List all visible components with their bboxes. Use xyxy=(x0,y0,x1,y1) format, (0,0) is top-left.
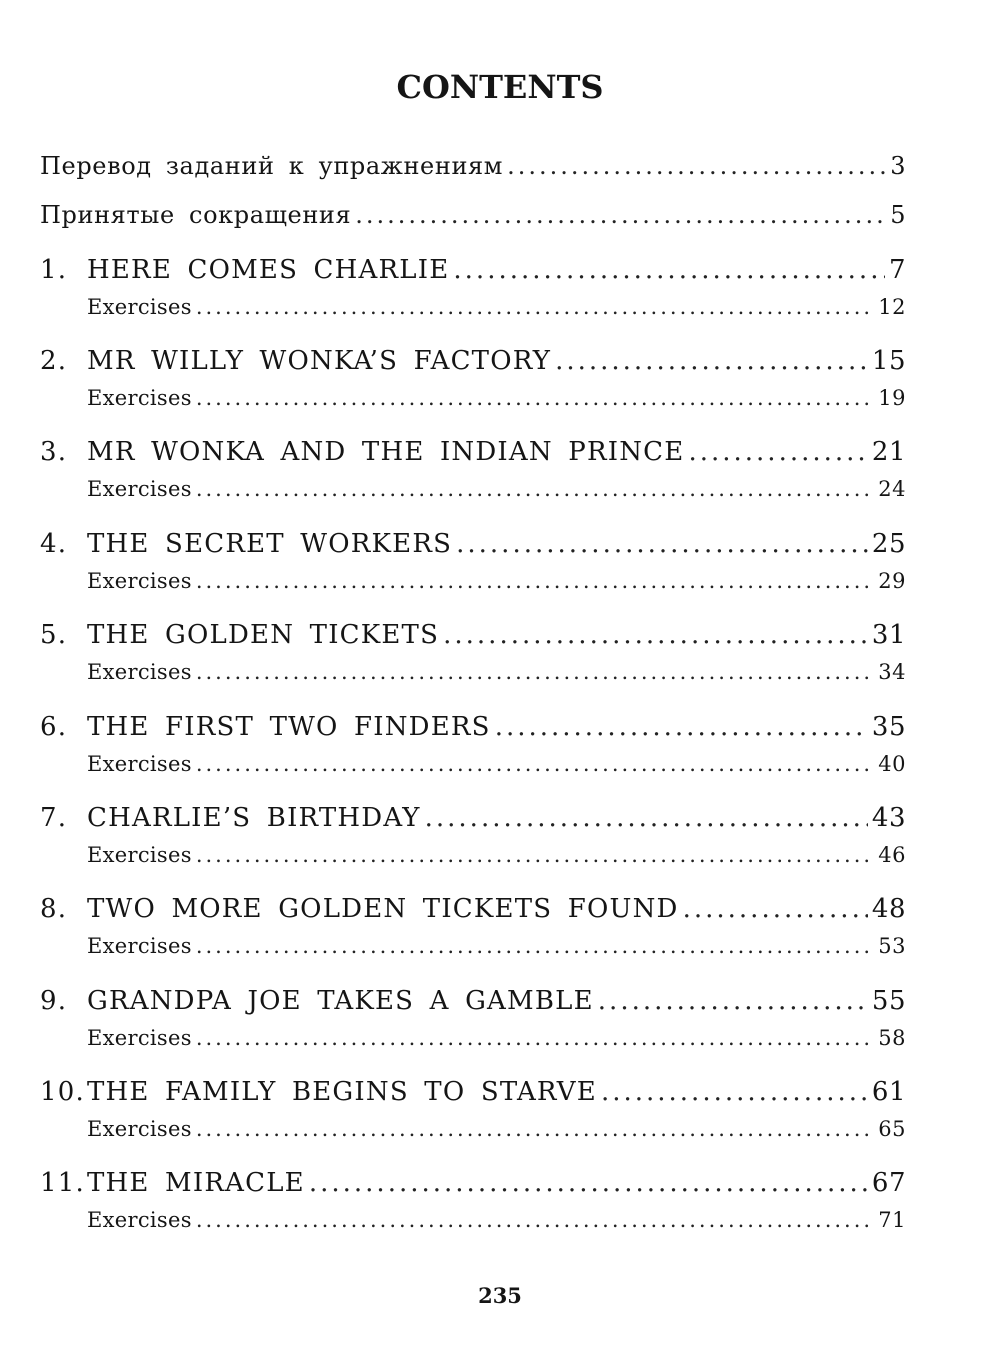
dot-leader xyxy=(196,752,874,776)
exercises-label: Exercises xyxy=(87,1026,192,1050)
exercises-page: 71 xyxy=(878,1208,906,1232)
chapter-page: 67 xyxy=(871,1168,906,1198)
toc-entry-chapter-9[interactable] xyxy=(40,986,906,1016)
toc-entry-exercises-3[interactable] xyxy=(40,477,906,501)
chapter-number: 4. xyxy=(40,529,68,559)
chapter-title: HERE COMES CHARLIE xyxy=(87,255,450,285)
toc-entry-abbreviations[interactable] xyxy=(40,201,906,229)
exercises-label: Exercises xyxy=(87,477,192,501)
toc-entry-exercises-8[interactable] xyxy=(40,934,906,958)
chapter-title: TWO MORE GOLDEN TICKETS FOUND xyxy=(87,894,679,924)
chapter-number: 10. xyxy=(40,1077,85,1107)
chapter-number: 1. xyxy=(40,255,68,285)
entry-label: Принятые сокращения xyxy=(40,201,352,229)
dot-leader xyxy=(507,152,886,180)
dot-leader xyxy=(425,803,868,833)
exercises-label: Exercises xyxy=(87,295,192,319)
exercises-label: Exercises xyxy=(87,843,192,867)
chapter-page: 7 xyxy=(888,255,906,285)
toc-entry-chapter-7[interactable] xyxy=(40,803,906,833)
exercises-page: 46 xyxy=(878,843,906,867)
chapter-number: 9. xyxy=(40,986,68,1016)
toc-entry-chapter-1[interactable] xyxy=(40,255,906,285)
exercises-page: 12 xyxy=(878,295,906,319)
chapter-page: 48 xyxy=(871,894,906,924)
chapter-title: THE FAMILY BEGINS TO STARVE xyxy=(87,1077,597,1107)
exercises-label: Exercises xyxy=(87,569,192,593)
dot-leader xyxy=(196,660,874,684)
exercises-label: Exercises xyxy=(87,934,192,958)
exercises-page: 19 xyxy=(878,386,906,410)
dot-leader xyxy=(196,1208,874,1232)
chapter-title: CHARLIE’S BIRTHDAY xyxy=(87,803,421,833)
toc-entry-exercises-9[interactable] xyxy=(40,1026,906,1050)
dot-leader xyxy=(196,477,874,501)
toc-entry-chapter-10[interactable] xyxy=(40,1077,906,1107)
dot-leader xyxy=(601,1077,868,1107)
dot-leader xyxy=(683,894,868,924)
toc-entry-chapter-2[interactable] xyxy=(40,346,906,376)
exercises-label: Exercises xyxy=(87,752,192,776)
exercises-label: Exercises xyxy=(87,660,192,684)
page-title: CONTENTS xyxy=(396,68,604,106)
toc-entry-exercises-1[interactable] xyxy=(40,295,906,319)
dot-leader xyxy=(456,529,868,559)
chapter-title: THE GOLDEN TICKETS xyxy=(87,620,440,650)
exercises-page: 34 xyxy=(878,660,906,684)
dot-leader xyxy=(688,437,867,467)
toc-entry-exercises-11[interactable] xyxy=(40,1208,906,1232)
chapter-title: MR WILLY WONKA’S FACTORY xyxy=(87,346,552,376)
exercises-label: Exercises xyxy=(87,386,192,410)
dot-leader xyxy=(196,295,874,319)
toc-entry-chapter-5[interactable] xyxy=(40,620,906,650)
dot-leader xyxy=(495,712,868,742)
chapter-title: THE SECRET WORKERS xyxy=(87,529,453,559)
dot-leader xyxy=(355,201,886,229)
chapter-number: 11. xyxy=(40,1168,85,1198)
chapter-page: 31 xyxy=(871,620,906,650)
chapter-title: GRANDPA JOE TAKES A GAMBLE xyxy=(87,986,594,1016)
dot-leader xyxy=(196,934,874,958)
chapter-title: MR WONKA AND THE INDIAN PRINCE xyxy=(87,437,685,467)
exercises-label: Exercises xyxy=(87,1117,192,1141)
chapter-number: 8. xyxy=(40,894,68,924)
dot-leader xyxy=(453,255,885,285)
chapter-number: 7. xyxy=(40,803,68,833)
dot-leader xyxy=(196,569,874,593)
chapter-page: 35 xyxy=(871,712,906,742)
chapter-page: 43 xyxy=(871,803,906,833)
chapter-page: 25 xyxy=(871,529,906,559)
toc-entry-chapter-3[interactable] xyxy=(40,437,906,467)
page-number: 235 xyxy=(478,1283,522,1308)
toc-entry-chapter-8[interactable] xyxy=(40,894,906,924)
exercises-page: 58 xyxy=(878,1026,906,1050)
dot-leader xyxy=(309,1168,868,1198)
dot-leader xyxy=(196,386,874,410)
toc-entry-exercises-2[interactable] xyxy=(40,386,906,410)
exercises-page: 24 xyxy=(878,477,906,501)
dot-leader xyxy=(196,843,874,867)
toc-entry-chapter-4[interactable] xyxy=(40,529,906,559)
dot-leader xyxy=(443,620,868,650)
dot-leader xyxy=(196,1026,874,1050)
exercises-page: 29 xyxy=(878,569,906,593)
chapter-page: 21 xyxy=(871,437,906,467)
chapter-number: 2. xyxy=(40,346,68,376)
toc-entry-exercises-6[interactable] xyxy=(40,752,906,776)
exercises-label: Exercises xyxy=(87,1208,192,1232)
chapter-page: 61 xyxy=(871,1077,906,1107)
chapter-number: 5. xyxy=(40,620,68,650)
toc-entry-chapter-6[interactable] xyxy=(40,712,906,742)
toc-entry-chapter-11[interactable] xyxy=(40,1168,906,1198)
chapter-page: 15 xyxy=(871,346,906,376)
toc-entry-exercises-4[interactable] xyxy=(40,569,906,593)
entry-label: Перевод заданий к упражнениям xyxy=(40,152,504,180)
chapter-title: THE FIRST TWO FINDERS xyxy=(87,712,491,742)
entry-page: 3 xyxy=(890,152,906,180)
dot-leader xyxy=(555,346,868,376)
exercises-page: 53 xyxy=(878,934,906,958)
toc-entry-exercises-10[interactable] xyxy=(40,1117,906,1141)
chapter-number: 6. xyxy=(40,712,68,742)
entry-page: 5 xyxy=(890,201,906,229)
dot-leader xyxy=(196,1117,874,1141)
toc-entry-translations[interactable] xyxy=(40,152,906,180)
exercises-page: 40 xyxy=(878,752,906,776)
dot-leader xyxy=(598,986,868,1016)
toc-entry-exercises-7[interactable] xyxy=(40,843,906,867)
toc-entry-exercises-5[interactable] xyxy=(40,660,906,684)
exercises-page: 65 xyxy=(878,1117,906,1141)
chapter-page: 55 xyxy=(871,986,906,1016)
chapter-title: THE MIRACLE xyxy=(87,1168,305,1198)
chapter-number: 3. xyxy=(40,437,68,467)
